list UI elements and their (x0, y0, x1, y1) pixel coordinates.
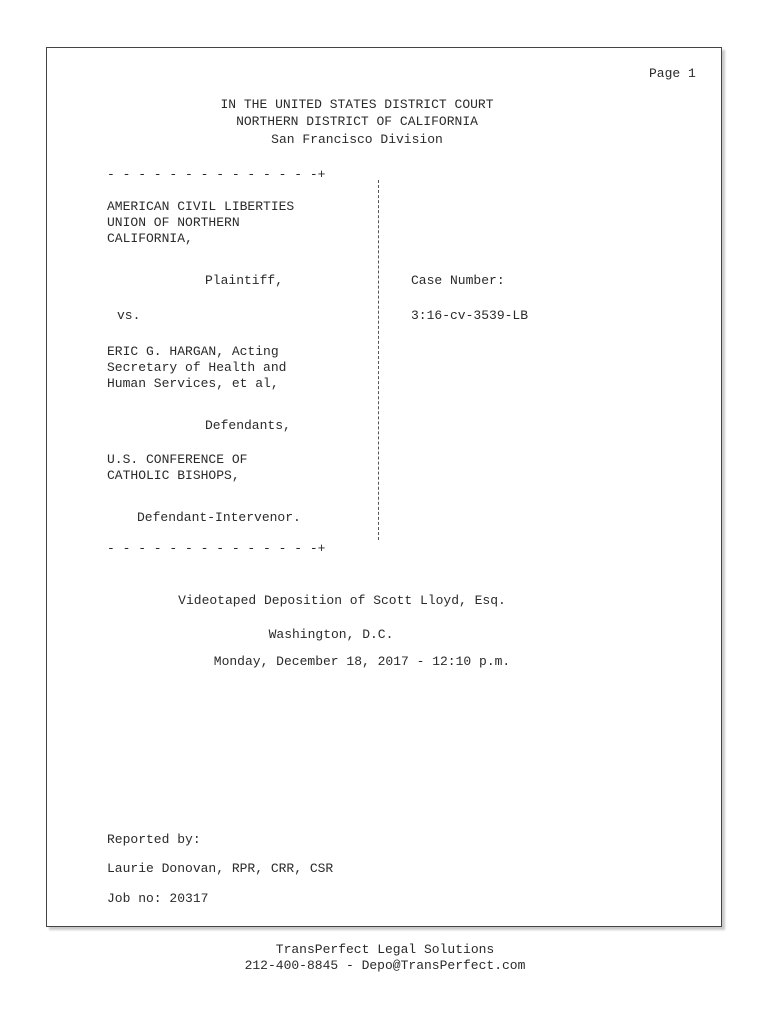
intervenor-name-line: CATHOLIC BISHOPS, (107, 468, 240, 483)
case-number-value: 3:16-cv-3539-LB (411, 308, 529, 323)
defendant-role: Defendants, (205, 418, 291, 433)
plaintiff-name-line: CALIFORNIA, (107, 231, 193, 246)
defendant-name-line: Human Services, et al, (107, 376, 279, 391)
reported-by-label: Reported by: (107, 832, 201, 847)
page-number: Page 1 (649, 66, 696, 81)
case-number-label: Case Number: (411, 273, 505, 288)
caption-bottom-border: - - - - - - - - - - - - - -+ (107, 541, 326, 556)
plaintiff-name-line: AMERICAN CIVIL LIBERTIES (107, 199, 295, 214)
reporter-name: Laurie Donovan, RPR, CRR, CSR (107, 861, 334, 876)
versus-label: vs. (117, 308, 141, 323)
transcript-page: Page 1 IN THE UNITED STATES DISTRICT COURT NORTHERN DISTRICT OF CALIFORNIA San Francisco Division - - - - - - - - - - - - - -+ - - - - - - - - - - - - - -+ AMERICAN CIVIL LIBERTIES UNION OF NORTHERN CALIFORNIA, Plaintiff, vs. ERIC G. HARGAN, Acting Secretary of Health and Human Services, et al, Defendants, U.S. CONFERENCE OF CATHOLIC BISHOPS, Defendant-Intervenor. Case Number: 3:16-cv-3539-LB Videotaped Deposition of Scott Lloyd, Esq. Washington, D.C. Monday, December 18, 2017 - 12:10 p.m. Reported by: Laurie Donovan, RPR, CRR, CSR Job no: 20317 (46, 47, 722, 927)
job-number: Job no: 20317 (107, 891, 209, 906)
intervenor-name-line: U.S. CONFERENCE OF (107, 452, 248, 467)
defendant-name-line: Secretary of Health and (107, 360, 287, 375)
plaintiff-name-line: UNION OF NORTHERN (107, 215, 240, 230)
caption-divider (378, 180, 379, 540)
intervenor-role: Defendant-Intervenor. (137, 510, 301, 525)
footer-company: TransPerfect Legal Solutions (275, 942, 495, 957)
defendant-name-line: ERIC G. HARGAN, Acting (107, 344, 279, 359)
footer-contact: 212-400-8845 - Depo@TransPerfect.com (244, 958, 526, 973)
caption-top-border: - - - - - - - - - - - - - -+ (107, 167, 326, 182)
plaintiff-role: Plaintiff, (205, 273, 284, 288)
